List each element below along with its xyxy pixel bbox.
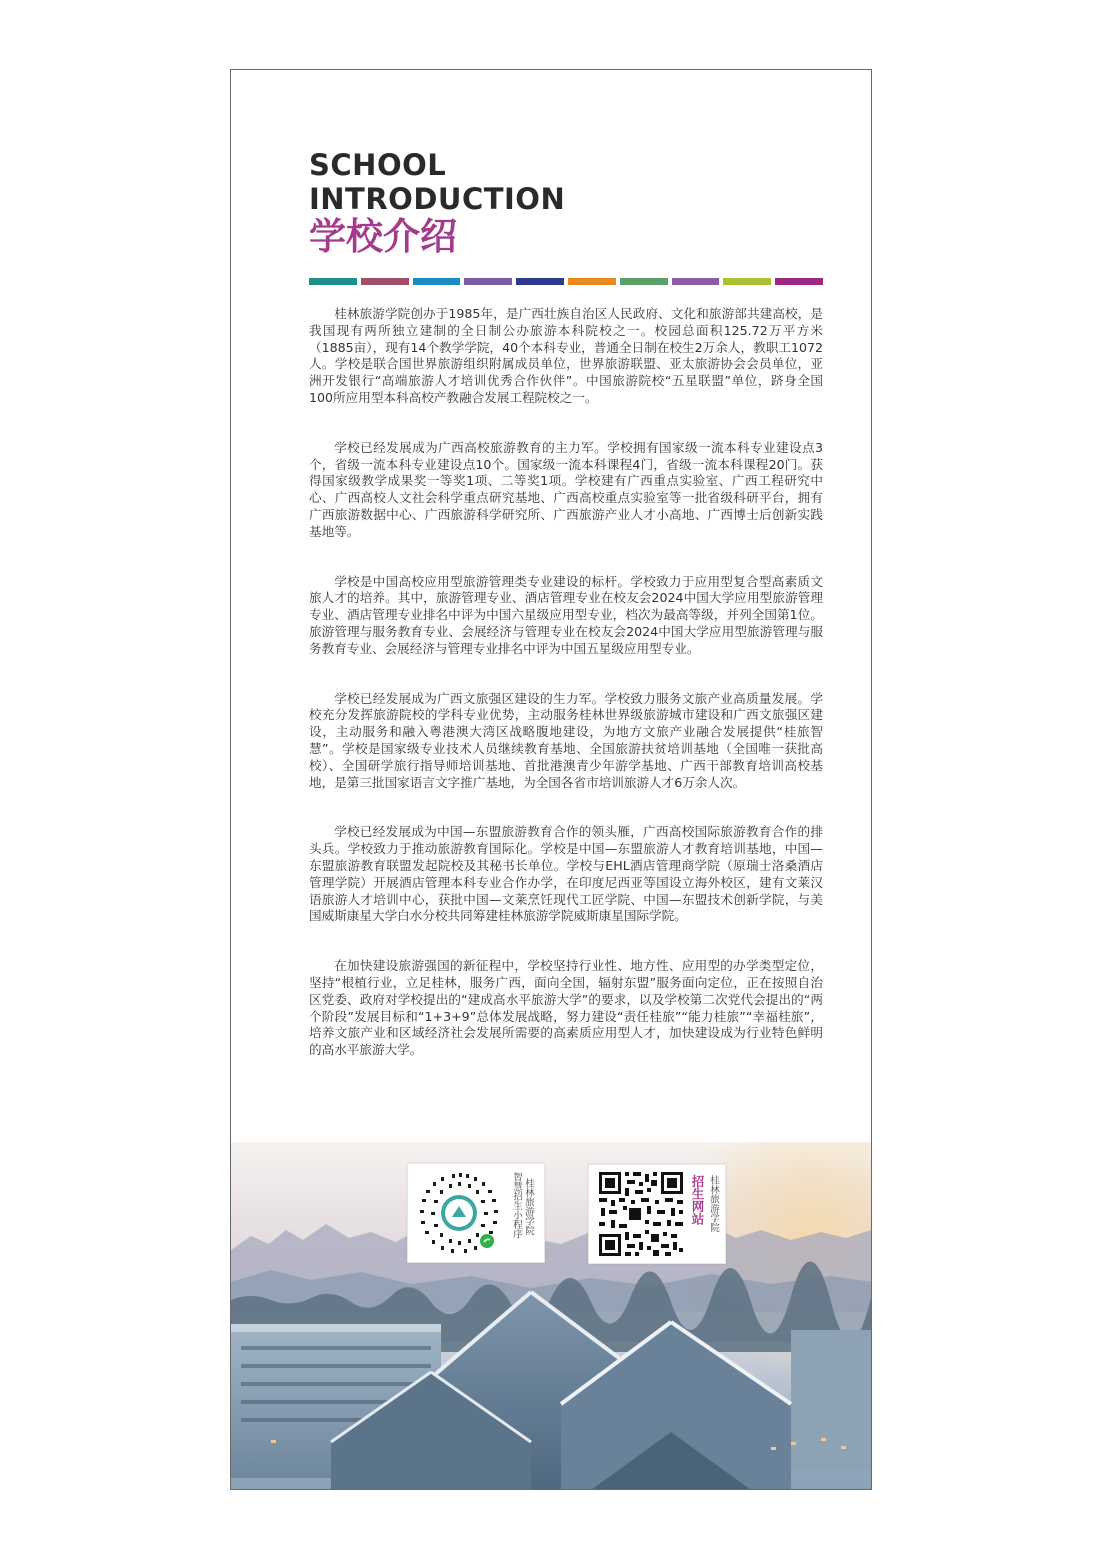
paragraph-3: 学校是中国高校应用型旅游管理类专业建设的标杆。学校致力于应用型复合型高素质文旅人才的培养。其中，旅游管理专业、酒店管理专业在校友会2024中国大学应用型旅游管理专业、酒店管理专业排名中评为中国六星级应用型专业，档次为最高等级，并列全国第1位。旅游管理与服务教育专业、会展经济与管理专业在校友会2024中国大学应用型旅游管理与服务教育专业、会展经济与管理专业排名中评为中国五星级应用型专业。 — [309, 573, 823, 656]
color-stripe-5 — [516, 278, 564, 285]
color-stripe-3 — [413, 278, 461, 285]
poster — [230, 69, 872, 1490]
color-stripe-7 — [620, 278, 668, 285]
right-building — [791, 1330, 871, 1470]
color-stripe-8 — [672, 278, 720, 285]
paragraph-2: 学校已经发展成为广西高校旅游教育的主力军。学校拥有国家级一流本科专业建设点3个，省级一流本科专业建设点10个。国家级一流本科课程4门，省级一流本科课程20门。获得国家级教学成果奖一等奖1项、二等奖1项。学校建有广西重点实验室、广西工程研究中心、广西高校人文社会科学重点研究基地、广西高校重点实验室等一批省级科研平台，拥有广西旅游数据中心、广西旅游科学研究所、广西旅游产业人才小高地、广西博士后创新实践基地等。 — [309, 439, 823, 539]
qr-card-website — [588, 1164, 726, 1264]
title-chinese: 学校介绍 — [309, 215, 457, 258]
color-stripe-4 — [464, 278, 512, 285]
website-qr-code[interactable] — [597, 1170, 685, 1258]
campus-scene-illustration — [231, 1142, 871, 1490]
qr-card-miniprogram — [407, 1163, 545, 1263]
website-label: 招生网站 — [690, 1175, 705, 1225]
color-stripe-6 — [568, 278, 616, 285]
miniprogram-school-name: 桂林旅游学院 — [523, 1178, 534, 1235]
website-school-name: 桂林旅游学院 — [708, 1175, 719, 1232]
paragraph-6: 在加快建设旅游强国的新征程中，学校坚持行业性、地方性、应用型的办学类型定位，坚持“根植行业，立足桂林，服务广西，面向全国，辐射东盟”服务面向定位，正在按照自治区党委、政府对学校提出的“建成高水平旅游大学”的要求，以及学校第二次党代会提出的“两个阶段”发展目标和“1+3+9”总体发展战略，努力建设“责任桂旅”“能力桂旅”“幸福桂旅”，培养文旅产业和区域经济社会发展所需要的高素质应用型人才，加快建设成为行业特色鲜明的高水平旅游大学。 — [309, 958, 823, 1058]
miniprogram-qr-code[interactable] — [414, 1168, 504, 1258]
miniprogram-label: 智慧招生小程序 — [511, 1172, 522, 1239]
color-stripe-1 — [309, 278, 357, 285]
title-english — [309, 148, 565, 216]
color-stripe-divider — [309, 278, 823, 285]
paragraph-5: 学校已经发展成为中国—东盟旅游教育合作的领头雁，广西高校国际旅游教育合作的排头兵。学校致力于推动旅游教育国际化。学校是中国—东盟旅游人才教育培训基地，中国—东盟旅游教育联盟发起院校及其秘书长单位。学校与EHL酒店管理商学院（原瑞士洛桑酒店管理学院）开展酒店管理本科专业合作办学，在印度尼西亚等国设立海外校区，建有文莱汉语旅游人才培训中心，获批中国—文莱烹饪现代工匠学院、中国—东盟技术创新学院，与美国威斯康星大学白水分校共同筹建桂林旅游学院威斯康星国际学院。 — [309, 824, 823, 924]
title-english-line1: SCHOOL — [309, 148, 447, 182]
paragraph-4: 学校已经发展成为广西文旅强区建设的生力军。学校致力服务文旅产业高质量发展。学校充分发挥旅游院校的学科专业优势，主动服务桂林世界级旅游城市建设和广西文旅强区建设，主动服务和融入粤港澳大湾区战略腹地建设，为地方文旅产业融合发展提供“桂旅智慧”。学校是国家级专业技术人员继续教育基地、全国旅游扶贫培训基地（全国唯一获批高校）、全国研学旅行指导师培训基地、首批港澳青少年游学基地、广西干部教育培训高校基地，是第三批国家语言文字推广基地，为全国各省市培训旅游人才6万余人次。 — [309, 690, 823, 790]
paragraph-1: 桂林旅游学院创办于1985年，是广西壮族自治区人民政府、文化和旅游部共建高校，是我国现有两所独立建制的全日制公办旅游本科院校之一。校园总面积125.72万平方米（1885亩），现有14个教学学院，40个本科专业，普通全日制在校生2万余人，教职工1072人。学校是联合国世界旅游组织附属成员单位，世界旅游联盟、亚太旅游协会会员单位，亚洲开发银行“高端旅游人才培训优秀合作伙伴”。中国旅游院校“五星联盟”单位，跻身全国100所应用型本科高校产教融合发展工程院校之一。 — [309, 306, 823, 405]
left-building-roof — [231, 1324, 441, 1332]
introduction-text — [309, 306, 823, 1092]
color-stripe-9 — [723, 278, 771, 285]
campus-photo — [231, 1142, 871, 1490]
color-stripe-2 — [361, 278, 409, 285]
title-english-line2: INTRODUCTION — [309, 182, 566, 216]
color-stripe-10 — [775, 278, 823, 285]
